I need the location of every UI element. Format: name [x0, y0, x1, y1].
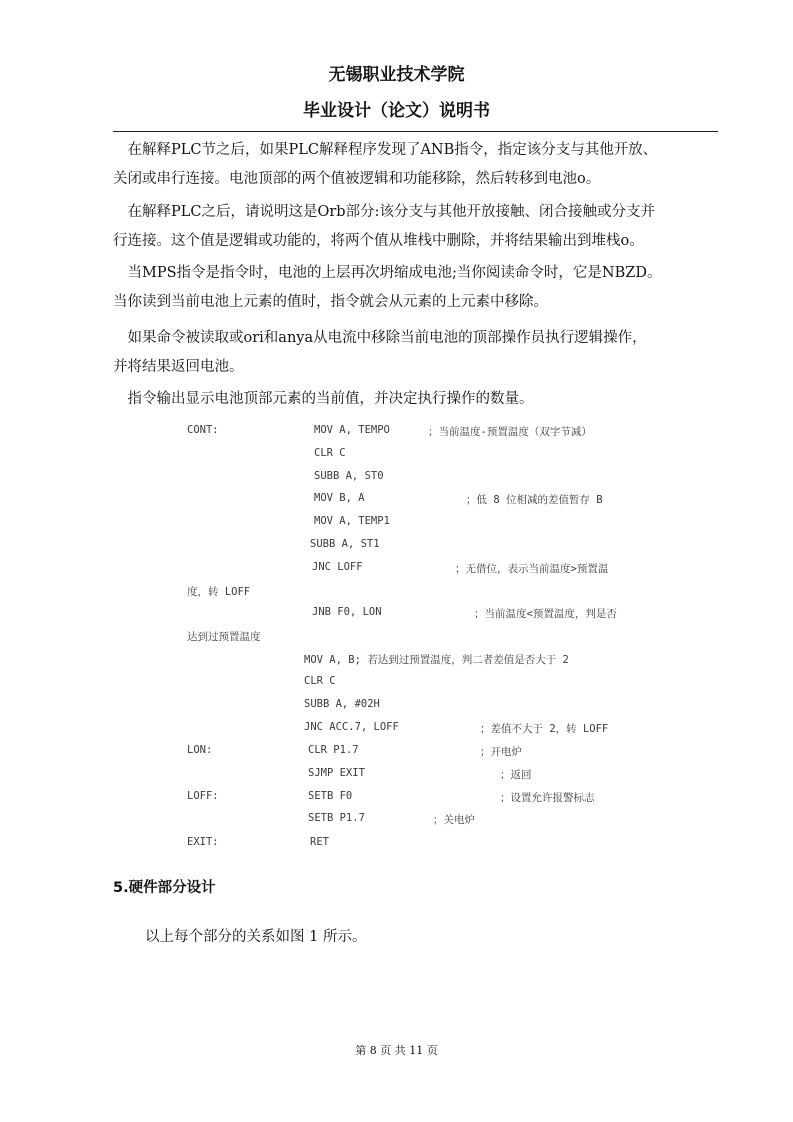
header-rule: [113, 131, 718, 132]
code-instruction: CLR C: [304, 675, 336, 687]
code-instruction: MOV A, TEMPO: [314, 424, 390, 436]
page-footer: 第 8 页 共 11 页: [355, 1044, 438, 1057]
paragraph-line: 在解释PLC节之后，如果PLC解释程序发现了ANB指令，指定该分支与其他开放、: [113, 142, 658, 158]
code-instruction: SUBB A, ST1: [310, 538, 380, 550]
code-comment: ；当前温度-预置温度（双字节减）: [428, 426, 592, 438]
paragraph-5: [113, 385, 723, 414]
code-instruction: JNC ACC.7, LOFF: [304, 721, 399, 733]
school-name: 无锡职业技术学院: [328, 65, 465, 85]
code-comment: ；返回: [500, 769, 532, 781]
paragraph-line: 行连接。这个值是逻辑或功能的，将两个值从堆栈中删除，并将结果输出到堆栈o。: [113, 233, 644, 249]
code-instruction: SETB F0: [308, 790, 353, 802]
code-instruction: JNB F0, LON: [312, 606, 382, 618]
paragraph-line: 如果命令被读取或ori和anya从电流中移除当前电池的顶部操作员执行逻辑操作，: [113, 330, 647, 346]
code-comment: ；低 8 位相减的差值暂存 B: [466, 494, 603, 506]
code-comment: ；关电炉: [433, 814, 475, 826]
paragraph-3: [113, 259, 723, 317]
code-instruction: CLR P1.7: [308, 744, 359, 756]
code-comment: ；当前温度<预置温度，判是否: [474, 608, 617, 620]
code-instruction: MOV A, TEMP1: [314, 515, 390, 527]
code-comment-wrap: 度，转 LOFF: [187, 586, 251, 598]
code-instruction: SJMP EXIT: [308, 767, 365, 779]
code-instruction: SUBB A, ST0: [314, 470, 384, 482]
paragraph-4: [113, 324, 723, 382]
code-comment: ；无借位，表示当前温度>预置温: [455, 563, 609, 575]
code-instruction: SUBB A, #02H: [304, 698, 380, 710]
paragraph-2: [113, 198, 723, 256]
paragraph-1: [113, 136, 723, 194]
paragraph-line: 关闭或串行连接。电池顶部的两个值被逻辑和功能移除，然后转移到电池o。: [113, 171, 601, 187]
code-instruction: MOV A, B; 若达到过预置温度，判二者差值是否大于 2: [304, 654, 569, 666]
code-label: LON:: [187, 744, 213, 756]
code-label: LOFF:: [187, 790, 219, 802]
code-instruction: MOV B, A: [314, 492, 365, 504]
code-instruction: JNC LOFF: [312, 561, 363, 573]
document-title: 毕业设计（论文）说明书: [303, 101, 490, 121]
code-instruction: CLR C: [314, 447, 346, 459]
section-heading: 5.硬件部分设计: [113, 880, 216, 896]
paragraph-line: 指令输出显示电池顶部元素的当前值，并决定执行操作的数量。: [113, 391, 534, 407]
paragraph-line: 当MPS指令是指令时，电池的上层再次坍缩成电池;当你阅读命令时，它是NBZD。: [113, 265, 662, 281]
code-comment-wrap: 达到过预置温度: [187, 631, 261, 643]
code-instruction: SETB P1.7: [308, 812, 365, 824]
code-comment: ；设置允许报警标志: [500, 792, 595, 804]
code-label: EXIT:: [187, 836, 219, 848]
code-label: CONT:: [187, 424, 219, 436]
paragraph-line: 并将结果返回电池。: [113, 359, 244, 375]
section-text: 以上每个部分的关系如图 1 所示。: [145, 929, 367, 945]
paragraph-line: 当你读到当前电池上元素的值时，指令就会从元素的上元素中移除。: [113, 294, 548, 310]
code-comment: ；开电炉: [480, 746, 522, 758]
paragraph-line: 在解释PLC之后，请说明这是Orb部分:该分支与其他开放接触、闭合接触或分支并: [113, 204, 655, 220]
code-comment: ；差值不大于 2，转 LOFF: [480, 723, 609, 735]
code-instruction: RET: [310, 836, 329, 848]
